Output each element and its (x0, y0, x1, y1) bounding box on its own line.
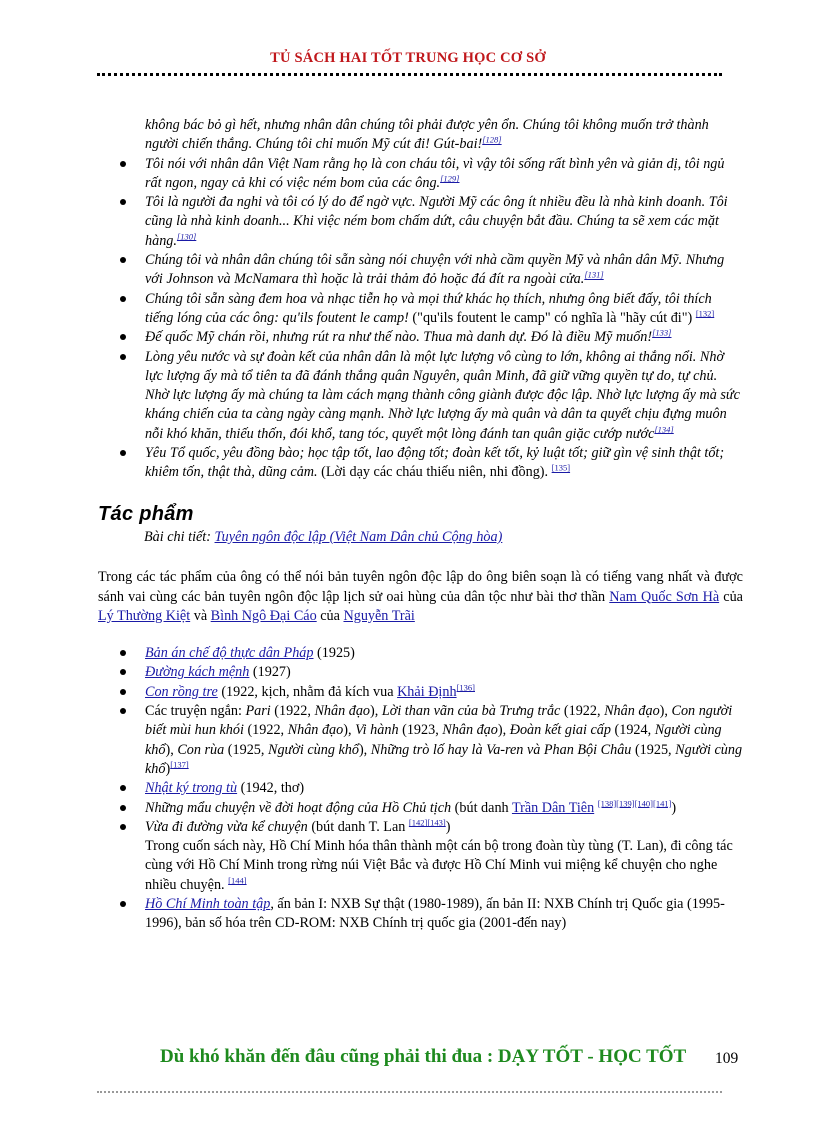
work-detail: (1925, (631, 741, 676, 758)
quote-text: không bác bỏ gì hết, nhưng nhân dân chúng tôi phải được yên ổn. Chúng tôi không muốn trở thành người chiến thắng. Chúng tôi chỉ muốn Mỹ cút đi! Gút-bai! (145, 117, 709, 153)
story-title: Con người biết mùi hun khói (145, 703, 733, 739)
footnote-link[interactable]: [132] (695, 308, 715, 319)
link-ly-thuong-kiet[interactable]: Lý Thường Kiệt (98, 607, 191, 624)
story-title: Những trò lố hay là Va-ren và Phan Bội Châu (370, 741, 632, 758)
quote-text: Tôi là người đa nghi và tôi có lý do để ngờ vực. Người Mỹ các ông ít nhiều đều là nhà kinh doanh. Tôi cũng là nhà kinh doanh... Khi việc ném bom chấm dứt, câu chuyện bắt đầu. Chúng ta sẽ xem các mặt hàng. (145, 194, 728, 249)
work-link[interactable]: Bản án chế độ thực dân Pháp (145, 645, 314, 662)
quote-list (98, 116, 743, 483)
footnote-link[interactable]: [128] (482, 134, 502, 145)
quote-item (98, 290, 743, 329)
quote-text: Tôi nói với nhân dân Việt Nam rằng họ là con cháu tôi, vì vậy tôi sống rất bình yên và giản dị, tôi ngủ rất ngon, ngay cả khi có việc ném bom của các ông. (145, 155, 725, 191)
quote-item (98, 251, 743, 290)
quote-item (98, 348, 743, 444)
quote-text: Chúng tôi và nhân dân chúng tôi sẵn sàng nói chuyện với nhà cầm quyền Mỹ và nhân dân Mỹ. Nhưng với Johnson và McNamara thì hoặc là trải thảm đỏ hoặc đá đít ra ngoài cửa. (145, 252, 725, 288)
work-link[interactable]: Nhật ký trong tù (145, 780, 238, 797)
work-detail: (1922, kịch, nhằm đả kích vua (217, 683, 398, 700)
quote-item (98, 155, 743, 194)
work-description (145, 837, 743, 895)
publication: Nhân đạo (287, 722, 344, 739)
work-detail: ), (343, 722, 356, 739)
footnote-link[interactable]: [134] (654, 424, 674, 435)
work-detail: (1922, (243, 722, 288, 739)
quote-item (98, 116, 743, 155)
page-content (98, 116, 743, 934)
intro-text: và (190, 607, 211, 624)
work-link[interactable]: Đường kách mệnh (145, 664, 250, 681)
quote-text: Yêu Tổ quốc, yêu đồng bào; học tập tốt, lao động tốt; đoàn kết tốt, kỷ luật tốt; giữ gìn vệ sinh thật tốt; khiêm tốn, thật thà, dũng cảm. (145, 445, 725, 481)
footnote-link[interactable]: [138][139][140][141] (597, 797, 672, 808)
work-item (98, 779, 743, 798)
work-detail: (1927) (249, 664, 291, 681)
work-title: Những mẩu chuyện về đời hoạt động của Hồ Chủ tịch (145, 799, 452, 816)
page-number: 109 (715, 1050, 739, 1067)
work-detail: (1925, (224, 741, 268, 758)
work-detail: (bút danh T. Lan (307, 818, 409, 835)
publication: Nhân đạo (604, 703, 660, 720)
work-item (98, 702, 743, 779)
quote-text: Chúng tôi sẵn sàng đem hoa và nhạc tiễn họ và mọi thứ khác họ thích, nhưng ông biết đấy, tôi thích tiếng lóng của các ông: qu'ils foutent le camp! (145, 290, 712, 326)
page-header-title: TỦ SÁCH HAI TỐT TRUNG HỌC CƠ SỞ (270, 50, 546, 66)
publication: Nhân đạo (442, 722, 498, 739)
story-title: Vi hành (355, 722, 399, 739)
publication: Người cùng khổ (145, 722, 722, 758)
detail-line (98, 528, 743, 547)
work-detail: (1922, (560, 703, 605, 720)
publication: Người cùng khổ (267, 741, 359, 758)
link-nguyen-trai[interactable]: Nguyễn Trãi (343, 607, 415, 624)
footnote-link[interactable]: [133] (652, 327, 672, 338)
publication: Nhân đạo (314, 703, 371, 720)
intro-text: của (719, 588, 743, 605)
story-title: Pari (245, 703, 271, 720)
footnote-link[interactable]: [137] (170, 759, 189, 770)
link-tran-dan-tien[interactable]: Trần Dân Tiên (511, 799, 595, 816)
story-title: Đoàn kết giai cấp (509, 722, 611, 739)
quote-item (98, 444, 743, 483)
work-detail: ) (165, 760, 171, 777)
quote-item (98, 328, 743, 347)
work-detail: , ấn bản I: NXB Sự thật (1980-1989), ấn bản II: NXB Chính trị Quốc gia (1995-1996), bản số hóa trên CD-ROM: NXB Chính trị quốc gia (2001-đến nay) (145, 895, 725, 932)
work-item (98, 644, 743, 663)
works-list (98, 644, 743, 933)
publication: Người cùng khổ (145, 741, 743, 777)
work-detail: ), (659, 703, 672, 720)
story-title: Con rùa (177, 741, 225, 758)
work-link[interactable]: Con rồng tre (145, 683, 218, 700)
work-detail: ) (671, 799, 677, 816)
footnote-link[interactable]: [129] (440, 173, 460, 184)
work-detail: (1922, (270, 703, 315, 720)
quote-text: Lòng yêu nước và sự đoàn kết của nhân dân là một lực lượng vô cùng to lớn, không ai thắng nổi. Nhờ lực lượng ấy mà tổ tiên ta đã đánh thắng quân Nguyên, quân Minh, đã giữ vững quyền tự do, tự chủ. Nhờ lực lượng ấy mà chúng ta làm cách mạng thành công giành được độc lập. Nhờ lực lượng ấy mà sức kháng chiến của ta càng ngày càng mạnh. Nhờ lực lượng ấy mà quân và dân ta quyết chịu đựng muôn nỗi khó khăn, thiếu thốn, đói khổ, tang tóc, quyết một lòng đánh tan quân giặc cướp nước (145, 348, 740, 442)
work-item (98, 799, 743, 818)
link-nam-quoc-son-ha[interactable]: Nam Quốc Sơn Hà (609, 588, 720, 605)
section-heading: Tác phẩm (98, 502, 194, 525)
quote-note: (Lời dạy các cháu thiếu niên, nhi đồng). (317, 464, 552, 481)
link-binh-ngo-dai-cao[interactable]: Bình Ngô Đại Cáo (210, 607, 317, 624)
header-divider (97, 73, 722, 76)
work-detail: ), (165, 741, 178, 758)
work-detail: (bút danh (451, 799, 512, 816)
description-text: Trong cuốn sách này, Hồ Chí Minh hóa thân thành một cán bộ trong đoàn tùy tùng (T. Lan), đi công tác cùng với Hồ Chí Minh trong rừng núi Việt Bắc và được Hồ Chí Minh vui miệng kể chuyện cho nghe nhiều chuyện. (145, 838, 733, 893)
work-detail: ), (497, 722, 510, 739)
work-detail: ) (445, 818, 451, 835)
footnote-link[interactable]: [144] (228, 874, 247, 885)
intro-text: của (316, 607, 344, 624)
work-title: Vừa đi đường vừa kể chuyện (145, 818, 308, 835)
work-detail: ), (370, 703, 382, 720)
detail-link[interactable]: Tuyên ngôn độc lập (Việt Nam Dân chủ Cộng hòa) (214, 528, 503, 545)
quote-item (98, 193, 743, 251)
work-detail: Các truyện ngắn: (145, 703, 246, 720)
intro-paragraph (98, 568, 743, 626)
quote-note: ("qu'ils foutent le camp" có nghĩa là "hãy cút đi") (408, 309, 696, 326)
quote-text: Đế quốc Mỹ chán rồi, nhưng rút ra như thế nào. Thua mà danh dự. Đó là điều Mỹ muốn! (145, 329, 653, 346)
work-item (98, 895, 743, 934)
work-detail: (1924, (610, 722, 655, 739)
footer-divider (97, 1091, 722, 1093)
footnote-link[interactable]: [131] (584, 269, 604, 280)
work-detail: (1925) (313, 645, 355, 662)
footnote-link[interactable]: [135] (551, 462, 571, 473)
detail-prefix: Bài chi tiết: (144, 528, 215, 545)
link-khai-dinh[interactable]: Khải Định (397, 683, 457, 700)
footer-slogan: Dù khó khăn đến đâu cũng phải thi đua : DẠY TỐT - HỌC TỐT (160, 1046, 687, 1067)
work-detail: (1942, thơ) (237, 780, 305, 797)
work-item (98, 818, 743, 895)
work-item (98, 663, 743, 682)
story-title: Lời than vãn của bà Trưng trắc (381, 703, 561, 720)
work-item (98, 683, 743, 702)
footnote-link[interactable]: [142][143] (408, 817, 446, 828)
work-link[interactable]: Hồ Chí Minh toàn tập (145, 895, 271, 912)
intro-text: Trong các tác phẩm của ông có thể nói bản tuyên ngôn độc lập do ông biên soạn là có tiếng vang nhất và được sánh vai cùng các bản tuyên ngôn độc lập lịch sử oai hùng của dân tộc như bài thơ thần (98, 569, 743, 605)
work-detail: ), (358, 741, 371, 758)
footnote-link[interactable]: [136] (456, 681, 475, 692)
footnote-link[interactable]: [130] (176, 231, 197, 242)
work-detail: (1923, (398, 722, 443, 739)
